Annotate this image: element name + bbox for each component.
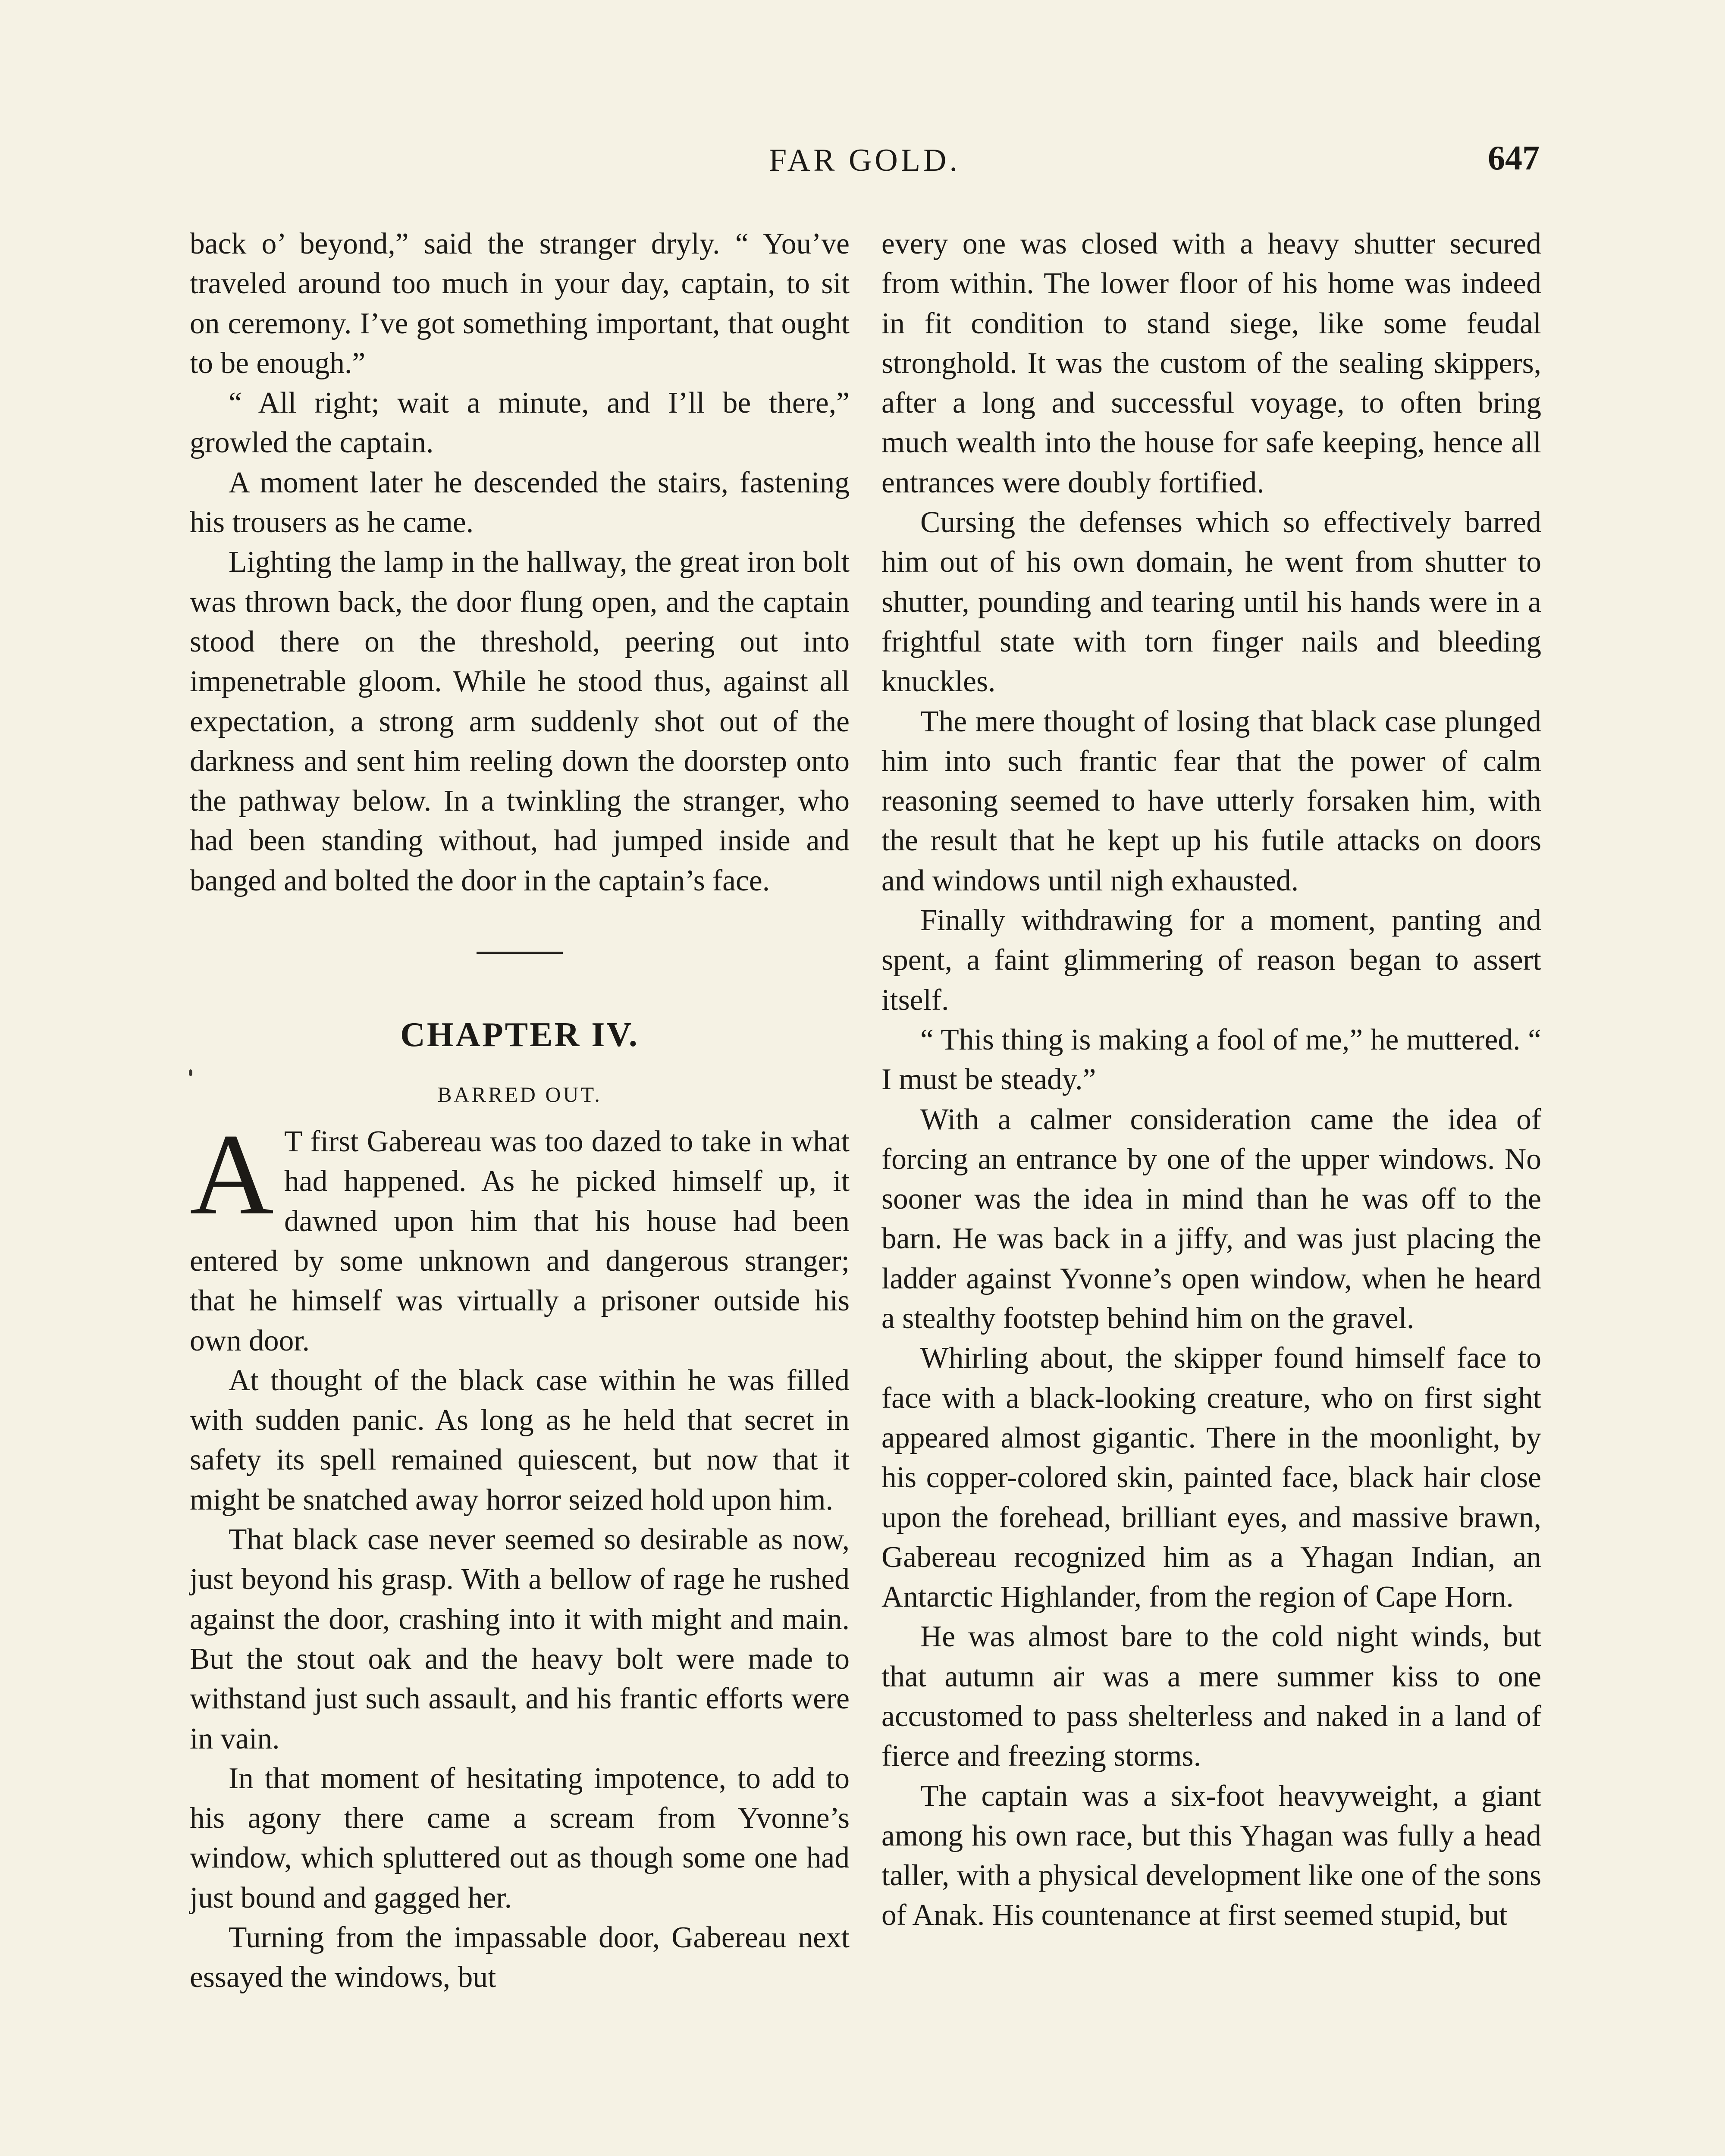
paragraph: “ This thing is making a fool of me,” he muttered. “ I must be steady.” [881, 1023, 1541, 1097]
paragraph: Whirling about, the skipper found himself face to face with a black-looking creature, who on first sight appeared almost gigantic. There in the moonlight, by his copper-colored skin, painted face, black hair close upon the forehead, brilliant eyes, and massive brawn, Gabereau recognized him as a Yhagan Indian, an Antarctic Highlander, from the region of Cape Horn. [881, 1341, 1541, 1614]
print-speck [189, 1069, 192, 1076]
paragraph: At thought of the black case within he was filled with sudden panic. As long as he held that secret in safety its spell remained quiescent, but now that it might be snatched away horror seized hold upon him. [190, 1363, 850, 1517]
paragraph: He was almost bare to the cold night winds, but that autumn air was a mere summer kiss to one accustomed to pass shelterless and naked in a land of fierce and freezing storms. [881, 1620, 1541, 1773]
drop-cap: A [190, 1110, 274, 1239]
right-column [881, 224, 1541, 1936]
left-column [190, 224, 850, 1998]
running-header [190, 139, 1540, 190]
paragraph: Turning from the impassable door, Gabereau next essayed the windows, but [190, 1921, 850, 1994]
paragraph: A moment later he descended the stairs, fastening his trousers as he came. [190, 466, 850, 539]
paragraph: Finally withdrawing for a moment, panting and spent, a faint glimmering of reason began to assert itself. [881, 904, 1541, 1017]
paragraph: every one was closed with a heavy shutter secured from within. The lower floor of his home was indeed in fit condition to stand siege, like some feudal stronghold. It was the custom of the sealing skippers, after a long and successful voyage, to often bring much wealth into the house for safe keeping, hence all entrances were doubly fortified. [881, 227, 1541, 499]
paragraph: With a calmer consideration came the idea of forcing an entrance by one of the upper windows. No sooner was the idea in mind than he was off to the barn. He was back in a jiffy, and was just placing the ladder against Yvonne’s open window, when he heard a stealthy footstep behind him on the gravel. [881, 1103, 1541, 1335]
paragraph: back o’ beyond,” said the stranger dryly. “ You’ve traveled around too much in your day, captain, to sit on ceremony. I’ve got something important, that ought to be enough.” [190, 227, 850, 380]
paragraph: The mere thought of losing that black case plunged him into such frantic fear that the power of calm reasoning seemed to have utterly forsaken him, with the result that he kept up his futile attacks on doors and windows until nigh exhausted. [881, 705, 1541, 897]
paragraph: That black case never seemed so desirable as now, just beyond his grasp. With a bellow of rage he rushed against the door, crashing into it with might and main. But the stout oak and the heavy bolt were made to withstand just such assault, and his frantic efforts were in vain. [190, 1523, 850, 1755]
page-number: 647 [1488, 139, 1540, 177]
paragraph: Cursing the defenses which so effectively barred him out of his own domain, he went from shutter to shutter, pounding and tearing until his hands were in a frightful state with torn finger nails and bleeding knuckles. [881, 506, 1541, 699]
chapter-title: CHAPTER IV. [400, 1016, 639, 1054]
section-divider [477, 952, 563, 954]
chapter-subtitle: BARRED OUT. [437, 1082, 602, 1107]
first-paragraph-text: T first Gabereau was too dazed to take in what had happened. As he picked himself up, it dawned upon him that his house had been entered by some unknown and dangerous stranger; that he himself was virtually a prisoner outside his own door. [190, 1125, 850, 1357]
paragraph: “ All right; wait a minute, and I’ll be there,” growled the captain. [190, 386, 850, 460]
paragraph: Lighting the lamp in the hallway, the great iron bolt was thrown back, the door flung open, and the captain stood there on the threshold, peering out into impenetrable gloom. While he stood thus, against all expectation, a strong arm suddenly shot out of the darkness and sent him reeling down the doorstep onto the pathway below. In a twinkling the stranger, who had been standing without, had jumped inside and banged and bolted the door in the captain’s face. [190, 545, 850, 897]
first-paragraph [190, 1110, 850, 1361]
paragraph: The captain was a six-foot heavyweight, a giant among his own race, but this Yhagan was fully a head taller, with a physical development like one of the sons of Anak. His countenance at first seemed stupid, but [881, 1779, 1541, 1932]
running-title: FAR GOLD. [769, 143, 960, 178]
paragraph: In that moment of hesitating impotence, to add to his agony there came a scream from Yvonne’s window, which spluttered out as though some one had just bound and gagged her. [190, 1761, 850, 1915]
